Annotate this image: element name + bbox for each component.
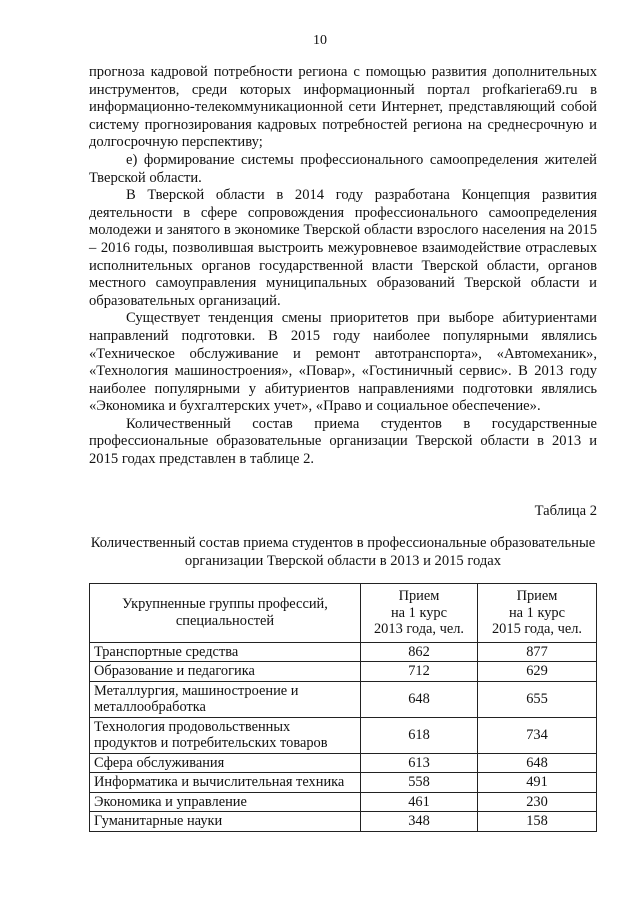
row-value-2015: 230 <box>478 792 597 812</box>
row-group-name: Транспортные средства <box>90 642 361 662</box>
header-admission-2015 <box>478 584 597 643</box>
table-header-row <box>90 584 597 643</box>
header-col1-line: специальностей <box>175 612 275 629</box>
page-number: 10 <box>313 33 327 48</box>
paragraph-4: Существует тенденция смены приоритетов при выборе абитуриентами направлений подготовки. В 2015 году наиболее популярными являлись «Техническое обслуживание и ремонт автотранспорта», «Автомеханик», «Технология машиностроения», «Повар», «Гостиничный сервис». В 2013 году наиболее популярными у абитуриентов направлениями подготовки являлись «Экономика и бухгалтерских учет», «Право и социальное обеспечение». <box>89 310 597 415</box>
row-group-name: Информатика и вычислительная техника <box>90 773 361 793</box>
table-row <box>90 717 597 753</box>
row-value-2015: 629 <box>478 662 597 682</box>
row-value-2015: 648 <box>478 753 597 773</box>
row-value-2013: 461 <box>361 792 478 812</box>
row-value-2013: 558 <box>361 773 478 793</box>
row-group-name: Технология продовольственных продуктов и потребительских товаров <box>90 717 361 753</box>
row-value-2013: 613 <box>361 753 478 773</box>
header-col2-line: Прием <box>398 588 440 604</box>
table-caption: Таблица 2 <box>534 503 597 519</box>
table-row <box>90 773 597 793</box>
row-value-2013: 618 <box>361 717 478 753</box>
table-row <box>90 792 597 812</box>
header-col3-line: на 1 курс <box>508 604 566 621</box>
table-row <box>90 662 597 682</box>
row-group-name: Сфера обслуживания <box>90 753 361 773</box>
table-row <box>90 681 597 717</box>
row-value-2015: 877 <box>478 642 597 662</box>
paragraph-3: В Тверской области в 2014 году разработана Концепция развития деятельности в сфере сопровождения профессионального самоопределения молодежи и занятого в экономике Тверской области взрослого населения на 2015 – 2016 годы, позволившая выстроить межуровневое взаимодействие отраслевых исполнительных органов государственной власти Тверской области, органов местного самоуправления муниципальных образований Тверской области и образовательных организаций. <box>89 187 597 309</box>
paragraph-5: Количественный состав приема студентов в государственные профессиональные образовательные организации Тверской области в 2013 и 2015 годах представлен в таблице 2. <box>89 415 597 468</box>
row-group-name: Металлургия, машиностроение и металлообработка <box>90 681 361 717</box>
row-value-2013: 862 <box>361 642 478 662</box>
table-row <box>90 812 597 832</box>
header-col2-line: 2013 года, чел. <box>373 621 464 637</box>
body-text <box>89 64 597 469</box>
row-value-2013: 648 <box>361 681 478 717</box>
table-row <box>90 642 597 662</box>
admission-table <box>89 583 597 832</box>
header-admission-2013 <box>361 584 478 643</box>
row-value-2015: 491 <box>478 773 597 793</box>
table-title: Количественный состав приема студентов в профессиональные образовательные организации Тверской области в 2013 и 2015 годах <box>90 535 596 569</box>
row-value-2015: 158 <box>478 812 597 832</box>
row-value-2015: 655 <box>478 681 597 717</box>
row-group-name: Образование и педагогика <box>90 662 361 682</box>
header-col3-line: 2015 года, чел. <box>491 621 582 637</box>
row-value-2013: 348 <box>361 812 478 832</box>
row-value-2015: 734 <box>478 717 597 753</box>
table-row <box>90 753 597 773</box>
header-col1-line: Укрупненные группы профессий, <box>122 596 328 613</box>
row-group-name: Гуманитарные науки <box>90 812 361 832</box>
row-group-name: Экономика и управление <box>90 792 361 812</box>
row-value-2013: 712 <box>361 662 478 682</box>
paragraph-2: е) формирование системы профессионального самоопределения жителей Тверской области. <box>89 151 597 186</box>
header-col2-line: на 1 курс <box>390 604 448 621</box>
header-col3-line: Прием <box>516 588 558 604</box>
header-profession-groups <box>90 584 361 643</box>
paragraph-1: прогноза кадровой потребности региона с помощью развития дополнительных инструментов, среди которых информационный портал profkariera69.ru в информационно-телекоммуникационной сети Интернет, представляющий собой систему прогнозирования кадровых потребностей региона на среднесрочную и долгосрочную перспективу; <box>89 64 597 151</box>
